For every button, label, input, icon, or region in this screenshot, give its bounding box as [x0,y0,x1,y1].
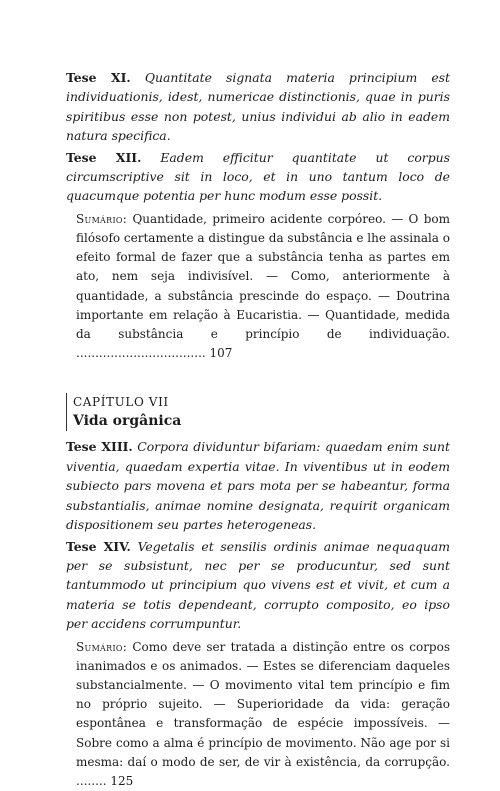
chapter-label: CAPÍTULO VII [73,395,169,410]
tese-xi-label: Tese XI. [66,70,131,85]
tese-xii-label: Tese XII. [66,149,142,165]
tese-xi-text: Quantitate signata materia principium est individuationis, idest, numericae distinctionis, quae in puris spiritibus esse non potest, unius individui ab alio in eadem natura specifica. [66,70,450,144]
sumario-label: Sumário: [76,639,128,654]
tese-xiv-label: Tese XIV. [66,538,131,554]
tese-xiii-label: Tese XIII. [66,439,133,455]
tese-xiii [66,437,450,534]
sumario-text: Como deve ser tratada a distinção entre os corpos inanimados e os animados. — Estes se diferenciam daqueles substancialmente. — O movimento vital tem princípio e fim no próprio sujeito. — Superioridade da vida: geração espontânea e transformação de espécie impossíveis. — Sobre como a alma é princípio de movimento. Não age por si mesma: daí o modo de ser, de vir à existência, da corrupção. ........ 125 [76,639,450,788]
chapter-title: Vida orgânica [73,413,182,430]
tese-xii-text: Eadem efficitur quantitate ut corpus circumscriptive sit in loco, et in uno tantum loco de quacumque potentia per hunc modum esse possit. [66,149,450,204]
tese-xiii-text: Corpora dividuntur bifariam: quaedam enim sunt viventia, quaedam expertia vitae. In viventibus ut in eodem subiecto pars movena et pars mota per se habeantur, forma substantialis, animae nomine designata, requirit organicam dispositionem seu partes heterogeneas. [66,439,450,533]
sumario-text: Quantidade, primeiro acidente corpóreo. — O bom filósofo certamente a distingue da substância e lhe assinala o efeito formal de fazer que a substância tenha as partes em ato, nem seja indivisível. — Como, anteriormente à quantidade, a substância prescinde do espaço. — Doutrina importante em relação à Eucaristia. — Quantidade, medida da substância e princípio de individuação. .................................. 107 [76,211,451,361]
sumario-chapter-vi [66,210,450,364]
tese-xii [66,148,450,206]
tese-xi [66,68,450,146]
tese-xiv [66,537,450,634]
sumario-chapter-vii [66,638,450,791]
tese-xiv-text: Vegetalis et sensilis ordinis animae nequaquam per se subsistunt, nec per se producuntur, sed sunt tantummodo ut principium quo vivens est et vivit, et cum a materia se totis dependeant, corrupto composito, eo ipso per accidens corrumpuntur. [66,538,450,632]
chapter-heading [66,393,450,431]
sumario-label: Sumário: [76,211,128,226]
